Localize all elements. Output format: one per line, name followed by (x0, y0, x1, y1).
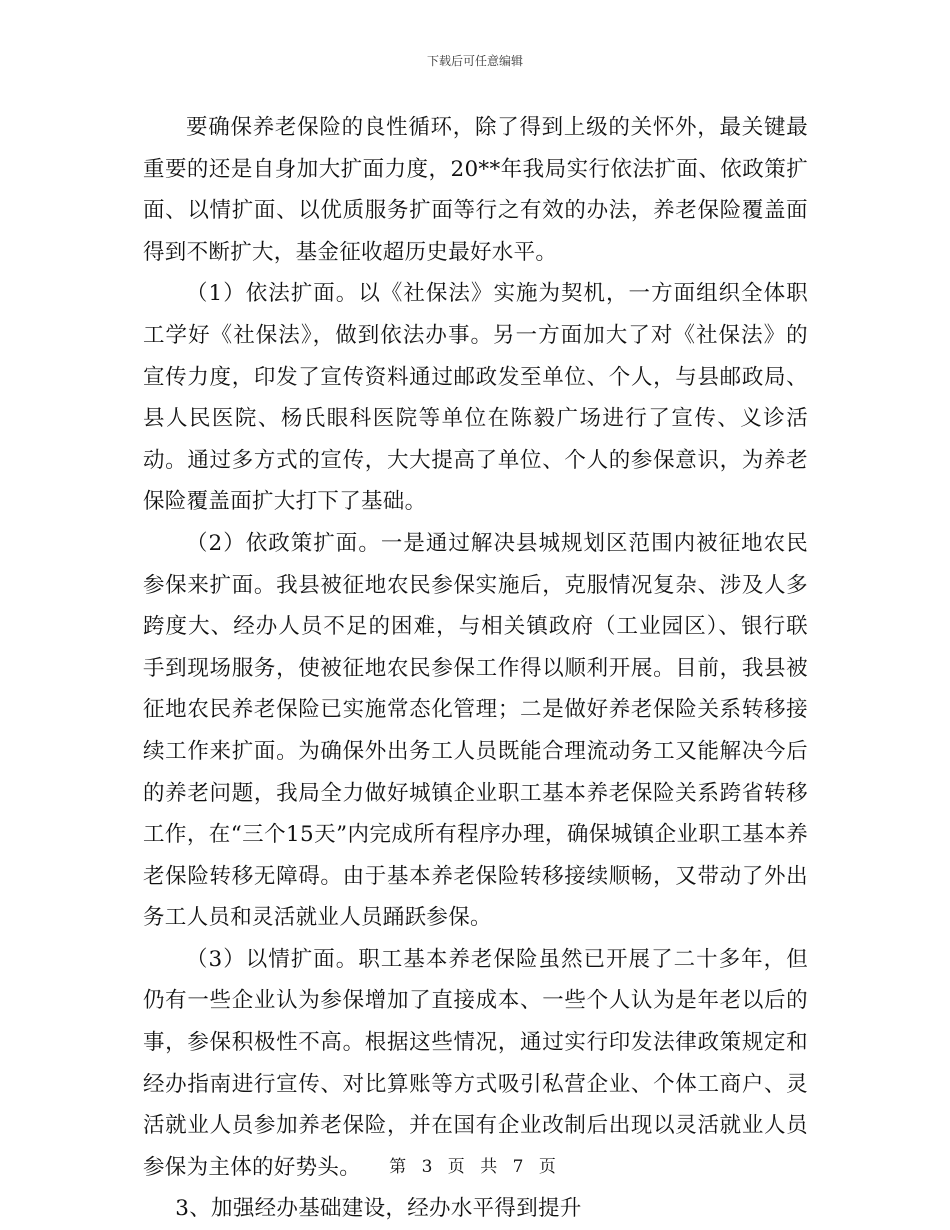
paragraph-legal-expansion: （1）依法扩面。以《社保法》实施为契机，一方面组织全体职工学好《社保法》，做到依法办事。另一方面加大了对《社保法》的宣传力度，印发了宣传资料通过邮政发至单位、个人，与县邮政局、县人民医院、杨氏眼科医院等单位在陈毅广场进行了宣传、义诊活动。通过多方式的宣传，大大提高了单位、个人的参保意识，为养老保险覆盖面扩大打下了基础。 (143, 281, 808, 515)
paragraph-sentiment-expansion: （3）以情扩面。职工基本养老保险虽然已开展了二十多年，但仍有一些企业认为参保增加了直接成本、一些个人认为是年老以后的事，参保积极性不高。根据这些情况，通过实行印发法律政策规定和经办指南进行宣传、对比算账等方式吸引私营企业、个体工商户、灵活就业人员参加养老保险，并在国有企业改制后出现以灵活就业人员参保为主体的好势头。 (143, 946, 808, 1180)
section-heading: 3、加强经办基础建设，经办水平得到提升 (175, 1196, 582, 1222)
page-number: 第 3 页 共 7 页 (389, 1157, 561, 1177)
paragraph-intro: 要确保养老保险的良性循环，除了得到上级的关怀外，最关键最重要的还是自身加大扩面力度，20**年我局实行依法扩面、依政策扩面、以情扩面、以优质服务扩面等行之有效的办法，养老保险覆盖面得到不断扩大，基金征收超历史最好水平。 (143, 115, 808, 265)
paragraph-policy-expansion: （2）依政策扩面。一是通过解决县城规划区范围内被征地农民参保来扩面。我县被征地农民参保实施后，克服情况复杂、涉及人多跨度大、经办人员不足的困难，与相关镇政府（工业园区）、银行联手到现场服务，使被征地农民参保工作得以顺利开展。目前，我县被征地农民养老保险已实施常态化管理；二是做好养老保险关系转移接续工作来扩面。为确保外出务工人员既能合理流动务工又能解决今后的养老问题，我局全力做好城镇企业职工基本养老保险关系跨省转移工作，在“三个15天”内完成所有程序办理，确保城镇企业职工基本养老保险转移无障碍。由于基本养老保险转移接续顺畅，又带动了外出务工人员和灵活就业人员踊跃参保。 (143, 530, 808, 931)
document-body (143, 107, 808, 1230)
header-note: 下载后可任意编辑 (426, 54, 523, 68)
